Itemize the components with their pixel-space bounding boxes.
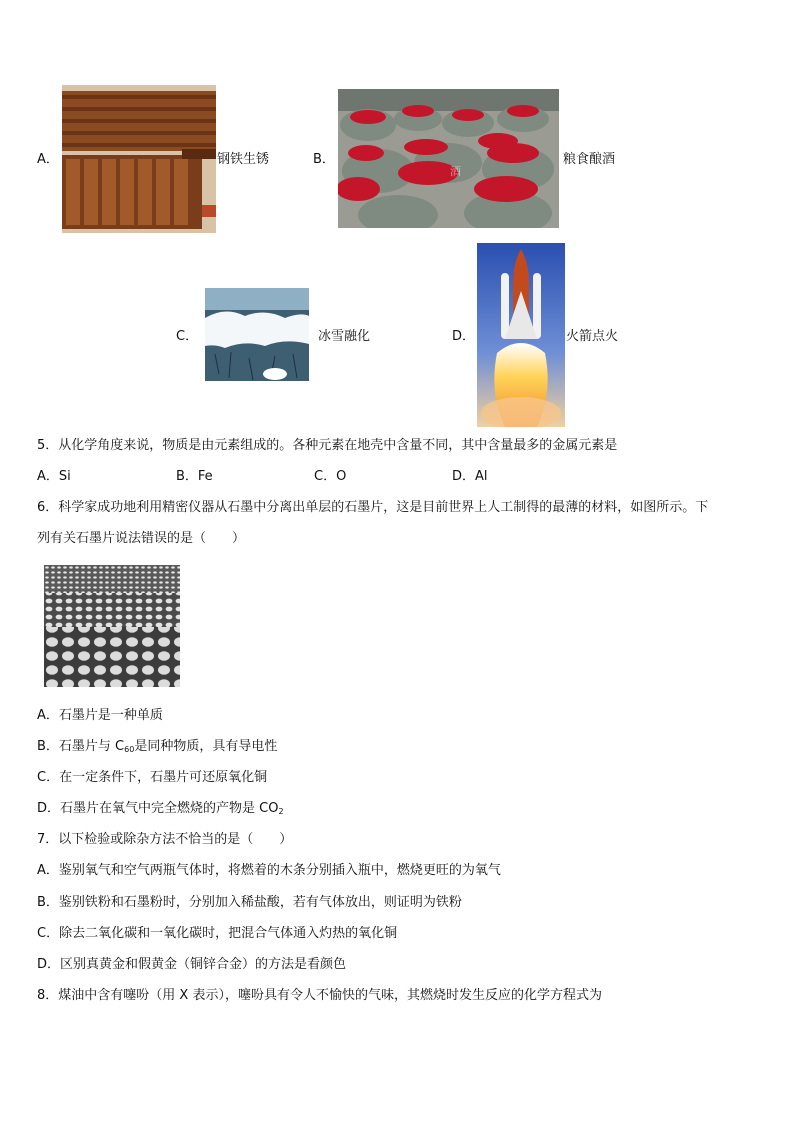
- q5-option-b: B．Fe: [176, 469, 213, 484]
- q7-option-d: D．区别真黄金和假黄金（铜锌合金）的方法是看颜色: [37, 957, 347, 972]
- q6-option-c: C．在一定条件下，石墨片可还原氧化铜: [37, 770, 268, 785]
- q5-option-d: D．Al: [452, 469, 488, 484]
- q6-option-b-pre: B．石墨片与 C: [37, 739, 125, 754]
- q6-option-d-pre: D．石墨片在氧气中完全燃烧的产物是 CO: [37, 801, 279, 816]
- graphene-lattice-illustration: [44, 565, 180, 687]
- option-d-text: 火箭点火: [566, 329, 619, 344]
- q5-stem: 5．从化学角度来说，物质是由元素组成的。各种元素在地壳中含量不同，其中含量最多的金属元素是: [37, 438, 618, 453]
- option-d-letter: D．: [452, 329, 476, 344]
- q6-option-d: [37, 800, 284, 821]
- option-b-text: 粮食酿酒: [563, 152, 616, 167]
- q7-option-c: C．除去二氧化碳和一氧化碳时，把混合气体通入灼热的氧化铜: [37, 926, 398, 941]
- q6-option-b: [37, 738, 277, 759]
- option-c-letter: C．: [176, 329, 199, 344]
- rocket-launch-image: [477, 243, 565, 427]
- q7-option-a: A．鉴别氧气和空气两瓶气体时，将燃着的木条分别插入瓶中，燃烧更旺的为氧气: [37, 863, 501, 878]
- q7-option-b: B．鉴别铁粉和石墨粉时，分别加入稀盐酸，若有气体放出，则证明为铁粉: [37, 895, 462, 910]
- option-c-text: 冰雪融化: [318, 329, 371, 344]
- q7-stem: 7．以下检验或除杂方法不恰当的是（ ）: [37, 832, 293, 847]
- melting-snow-illustration: [205, 288, 309, 381]
- q5-option-c: C．O: [314, 469, 347, 484]
- q5-option-a: A．Si: [37, 469, 71, 484]
- wine-jars-illustration: [338, 89, 559, 228]
- q6-option-a: A．石墨片是一种单质: [37, 708, 163, 723]
- q6-stem-line1: 6．科学家成功地利用精密仪器从石墨中分离出单层的石墨片，这是目前世界上人工制得的最薄的材料，如图所示。下: [37, 500, 709, 515]
- watermark-text: 酒: [450, 165, 461, 178]
- q6-option-b-post: 是同种物质，具有导电性: [134, 739, 278, 754]
- rusty-steel-illustration: [62, 85, 216, 233]
- rusty-steel-beams-image: [62, 85, 216, 233]
- wine-jars-image: [338, 89, 559, 228]
- melting-snow-image: [205, 288, 309, 381]
- q8-stem: 8．煤油中含有噻吩（用 X 表示），噻吩具有令人不愉快的气味，其燃烧时发生反应的化学方程式为: [37, 988, 602, 1003]
- q6-option-b-sub: 60: [124, 745, 135, 754]
- option-a-text: 钢铁生锈: [217, 152, 270, 167]
- graphene-lattice-image: [44, 565, 180, 687]
- q6-stem-line2: 列有关石墨片说法错误的是（ ）: [37, 531, 246, 546]
- option-a-letter: A．: [37, 152, 59, 167]
- option-b-letter: B．: [313, 152, 335, 167]
- rocket-launch-illustration: [477, 243, 565, 427]
- q6-option-d-sub: 2: [278, 807, 284, 816]
